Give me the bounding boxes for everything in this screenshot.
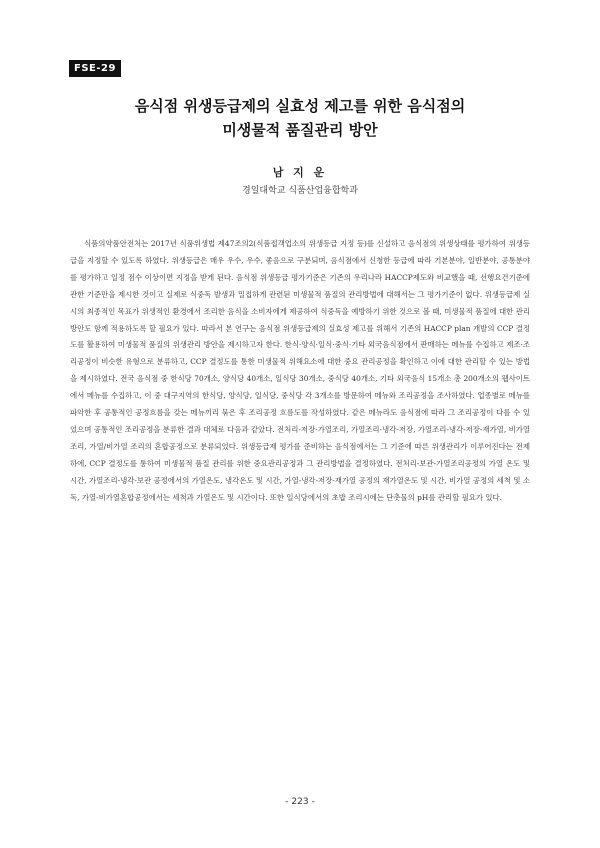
title-line-1: 음식점 위생등급제의 실효성 제고를 위한 음식점의 bbox=[134, 97, 466, 115]
abstract-body: 식품의약품안전처는 2017년 식품위생법 제47조의2(식품접객업소의 위생등급 지정 등)를 신설하고 음식점의 위생상태를 평가하여 위생등급을 지정할 수 있도록 하였다. 위생등급은 매우 우수, 우수, 좋음으로 구분되며, 음식점에서 신청한 등급에 따라 기본분야, 일반분야, 공통분야를 평가하고 일정 점수 이상이면 지정을 받게 된다. 음식점 위생등급 평가기준은 기존의 우리나라 HACCP제도와 비교했을 때, 선행요건기준에 관한 기준만을 제시한 것이고 실제로 식중독 발생과 밀접하게 관련된 미생물적 품질의 관리방법에 대해서는 그 평가기준이 없다. 위생등급제 실시의 최종적인 목표가 위생적인 환경에서 조리한 음식을 소비자에게 제공하여 식중독을 예방하기 위한 것으로 볼 때, 미생물적 품질에 대한 관리방안도 함께 적용하도록 할 필요가 있다. 따라서 본 연구는 음식점 위생등급제의 실효성 제고를 위해서 기존의 HACCP plan 개발의 CCP 결정도를 활용하여 미생물적 품질의 위생관리 방안을 제시하고자 한다. 한식·양식·일식·중식·기타 외국음식점에서 판매하는 메뉴를 수집하고 제조·조리공정이 비슷한 유형으로 분류하고, CCP 결정도를 통한 미생물적 위해요소에 대한 중요 관리공정을 확인하고 이에 대한 관리할 수 있는 방법을 제시하였다. 전국 음식점 중 한식당 70개소, 양식당 40개소, 일식당 30개소, 중식당 40개소, 기타 외국음식 15개소 총 200개소의 웹사이트에서 메뉴를 수집하고, 이 중 대구지역의 한식당, 양식당, 일식당, 중식당 각 3개소를 방문하여 메뉴와 조리공정을 조사하였다. 업종별로 메뉴를 파악한 후 공통적인 공정흐름을 갖는 메뉴끼리 묶은 후 조리공정 흐름도를 작성하였다. 같은 메뉴라도 음식점에 따라 그 조리공정이 다를 수 있었으며 공통적인 조리공정을 분류한 결과 대체로 다음과 같았다. 전처리-저장-가열조리, 가열조리-냉각-저장, 가열조리-냉각-저장-재가열, 비가열조리, 가열/비가열 조리의 혼합공정으로 분류되었다. 위생등급제 평가를 준비하는 음식점에서는 그 기준에 따른 위생관리가 이루어진다는 전제하에, CCP 결정도를 통하여 미생물적 품질 관리를 위한 중요관리공정과 그 관리방법을 결정하였다. 전처리-보관-가열조리공정의 가열 온도 및 시간, 가열조리-냉각-보관 공정에서의 가열온도, 냉각온도 및 시간, 가열-냉각-저장-재가열 공정의 재가열온도 및 시간, 비가열 공정의 세척 및 소독, 가열-비가열혼합공정에서는 세척과 가열온도 및 시간이다. 또한 일식당에서의 초밥 조리시에는 단촛물의 pH를 관리할 필요가 있다. bbox=[70, 239, 531, 502]
title-line-2: 미생물적 품질관리 방안 bbox=[222, 121, 378, 139]
author-name: 남 지 운 bbox=[272, 166, 328, 179]
session-code-badge: FSE-29 bbox=[69, 60, 121, 77]
paper-title bbox=[70, 94, 530, 142]
page-number: - 223 - bbox=[285, 797, 315, 807]
author-affiliation: 경일대학교 식품산업융합학과 bbox=[242, 186, 358, 196]
